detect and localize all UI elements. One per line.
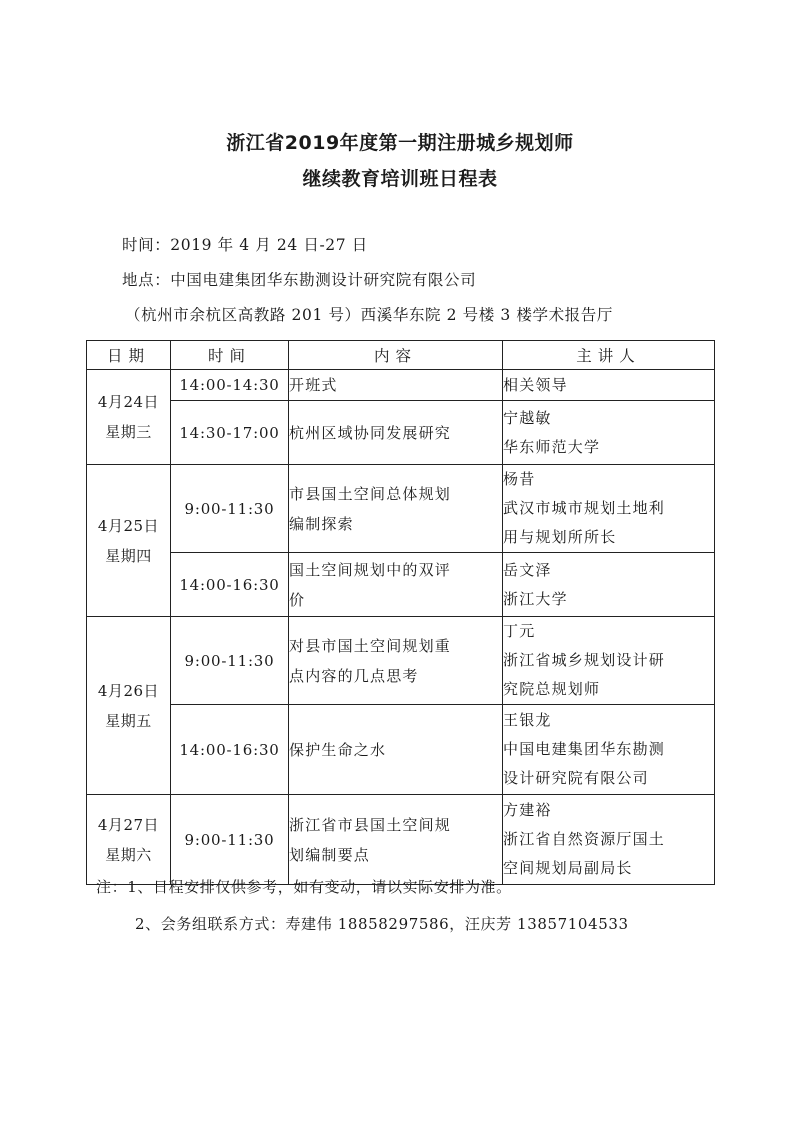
speaker-name: 岳文泽 bbox=[503, 560, 552, 579]
speaker-affiliation: 设计研究院有限公司 bbox=[503, 769, 649, 787]
weekday-text: 星期四 bbox=[105, 546, 152, 565]
table-row bbox=[87, 617, 715, 705]
speaker-cell bbox=[503, 465, 715, 553]
date-text: 4月27日 bbox=[97, 815, 160, 834]
speaker-affiliation: 浙江省城乡规划设计研 bbox=[503, 651, 666, 669]
header-speaker: 主讲人 bbox=[503, 341, 715, 370]
note-schedule-disclaimer: 注：1、日程安排仅供参考，如有变动，请以实际安排为准。 bbox=[96, 878, 512, 896]
note-contact-info: 2、会务组联系方式：寿建伟 18858297586，汪庆芳 13857104533 bbox=[135, 915, 629, 933]
speaker-affiliation: 武汉市城市规划土地利 bbox=[503, 499, 666, 517]
speaker-cell bbox=[503, 705, 715, 795]
table-header-row bbox=[87, 341, 715, 370]
table-row bbox=[87, 705, 715, 795]
weekday-text: 星期三 bbox=[105, 423, 152, 441]
content-line: 对县市国土空间规划重 bbox=[289, 636, 452, 655]
table-row bbox=[87, 370, 715, 401]
time-cell: 14:00-16:30 bbox=[171, 705, 289, 795]
date-cell bbox=[87, 617, 171, 795]
speaker-cell bbox=[503, 617, 715, 705]
speaker-affiliation: 中国电建集团华东勘测 bbox=[503, 740, 666, 758]
speaker-name: 杨昔 bbox=[503, 470, 536, 488]
content-line: 编制探索 bbox=[289, 514, 354, 533]
date-cell bbox=[87, 795, 171, 885]
header-date: 日期 bbox=[87, 341, 171, 370]
content-line: 浙江省市县国土空间规 bbox=[289, 815, 452, 834]
header-content: 内容 bbox=[289, 341, 503, 370]
speaker-name: 王银龙 bbox=[503, 711, 552, 729]
speaker-affiliation: 华东师范大学 bbox=[503, 437, 601, 456]
time-cell: 14:00-14:30 bbox=[171, 370, 289, 401]
content-cell bbox=[289, 553, 503, 617]
content-line: 市县国土空间总体规划 bbox=[289, 484, 452, 503]
header-time: 时间 bbox=[171, 341, 289, 370]
time-cell: 14:00-16:30 bbox=[171, 553, 289, 617]
speaker-affiliation: 用与规划所所长 bbox=[503, 528, 617, 546]
table-row bbox=[87, 465, 715, 553]
speaker-cell bbox=[503, 401, 715, 465]
time-cell: 9:00-11:30 bbox=[171, 795, 289, 885]
date-text: 4月26日 bbox=[97, 681, 160, 700]
speaker-name: 丁元 bbox=[503, 622, 536, 640]
speaker-name: 方建裕 bbox=[503, 801, 552, 819]
schedule-table bbox=[86, 340, 715, 885]
content-cell: 保护生命之水 bbox=[289, 705, 503, 795]
table-row bbox=[87, 401, 715, 465]
event-address: （杭州市余杭区高教路 201 号）西溪华东院 2 号楼 3 楼学术报告厅 bbox=[125, 306, 613, 324]
time-cell: 9:00-11:30 bbox=[171, 465, 289, 553]
date-text: 4月25日 bbox=[97, 516, 160, 535]
content-line: 国土空间规划中的双评 bbox=[289, 560, 452, 579]
time-cell: 9:00-11:30 bbox=[171, 617, 289, 705]
weekday-text: 星期五 bbox=[105, 711, 152, 730]
content-line: 价 bbox=[289, 590, 306, 609]
event-time: 时间：2019 年 4 月 24 日-27 日 bbox=[122, 236, 368, 254]
speaker-name: 宁越敏 bbox=[503, 408, 552, 427]
speaker-affiliation: 浙江省自然资源厅国土 bbox=[503, 830, 666, 848]
date-cell bbox=[87, 465, 171, 617]
document-title-line1: 浙江省2019年度第一期注册城乡规划师 bbox=[226, 132, 574, 154]
content-line: 点内容的几点思考 bbox=[289, 666, 419, 685]
content-cell bbox=[289, 795, 503, 885]
date-text: 4月24日 bbox=[97, 393, 160, 411]
speaker-affiliation: 空间规划局副局长 bbox=[503, 859, 633, 877]
content-cell: 杭州区域协同发展研究 bbox=[289, 401, 503, 465]
content-cell bbox=[289, 617, 503, 705]
speaker-affiliation: 浙江大学 bbox=[503, 589, 568, 608]
content-cell bbox=[289, 465, 503, 553]
document-title-line2: 继续教育培训班日程表 bbox=[302, 168, 498, 190]
event-location: 地点：中国电建集团华东勘测设计研究院有限公司 bbox=[122, 271, 477, 289]
content-line: 划编制要点 bbox=[289, 845, 371, 864]
table-row bbox=[87, 795, 715, 885]
speaker-affiliation: 究院总规划师 bbox=[503, 680, 601, 698]
speaker-cell bbox=[503, 795, 715, 885]
content-cell: 开班式 bbox=[289, 370, 503, 401]
date-cell bbox=[87, 370, 171, 465]
speaker-cell bbox=[503, 553, 715, 617]
speaker-cell bbox=[503, 370, 715, 401]
table-row bbox=[87, 553, 715, 617]
weekday-text: 星期六 bbox=[105, 845, 152, 864]
time-cell: 14:30-17:00 bbox=[171, 401, 289, 465]
speaker-name: 相关领导 bbox=[503, 375, 568, 394]
